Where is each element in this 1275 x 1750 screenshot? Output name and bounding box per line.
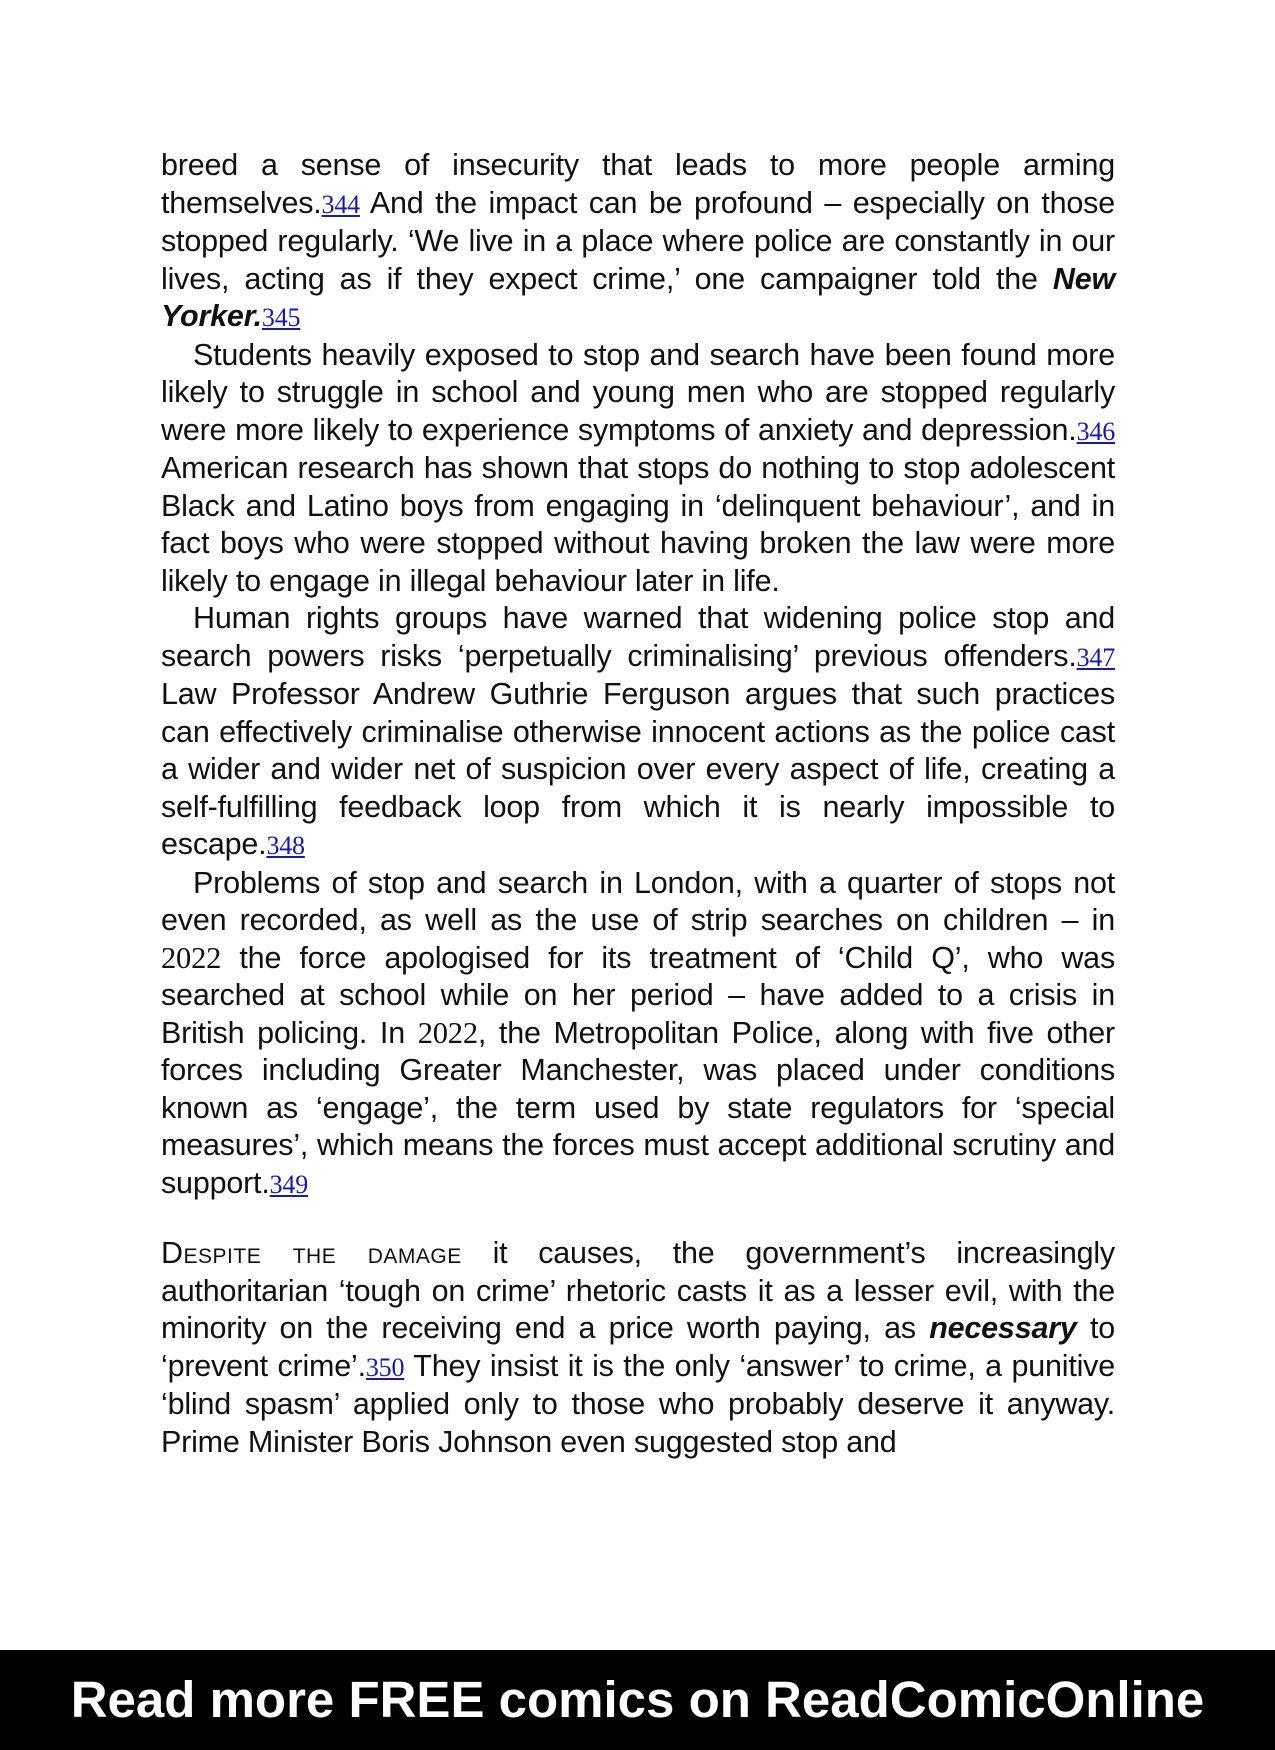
emphasis: necessary [929, 1311, 1077, 1345]
footnote-link-350[interactable]: 350 [365, 1352, 405, 1382]
footnote-link-346[interactable]: 346 [1076, 416, 1115, 446]
footnote-link-347[interactable]: 347 [1076, 642, 1115, 672]
paragraph-5 [161, 1235, 1115, 1461]
text-run: breed a sense of insecurity that leads to more people arming themselves. [161, 148, 1115, 220]
paragraph-4 [161, 865, 1115, 1204]
paragraph-1 [161, 147, 1115, 337]
text-run: , the Metropolitan Police, along with five other forces including Greater Manchester, was placed under conditions known as ‘engage’, the term used by state regulators for ‘special measures’, which means the forces must accept additional scrutiny and support. [161, 1015, 1115, 1200]
section-lead-in: Despite the damage [161, 1236, 462, 1270]
text-run: to ‘prevent crime’. [161, 1311, 1116, 1383]
paragraph-2 [161, 337, 1115, 601]
footnote-link-348[interactable]: 348 [266, 831, 305, 860]
text-run: And the impact can be profound – especially on those stopped regularly. ‘We live in a place where police are constantly in our lives, acting as if they expect crime,’ one campaigner told the [161, 185, 1115, 296]
footnote-link-349[interactable]: 349 [269, 1169, 309, 1199]
text-run: Human rights groups have warned that widening police stop and search powers risks ‘perpetually criminalising’ previous offenders. [161, 601, 1115, 673]
year: 2022 [417, 1015, 478, 1050]
page-body [161, 147, 1115, 1461]
footnote-link-345[interactable]: 345 [261, 303, 301, 332]
text-run: Students heavily exposed to stop and search have been found more likely to struggle in school and young men who are stopped regularly were more likely to experience symptoms of anxiety and depression. [161, 337, 1115, 447]
publication-title: New Yorker. [161, 261, 1115, 333]
text-run: the force apologised for its treatment of ‘Child Q’, who was searched at school while on her period – have added to a crisis in British policing. In [161, 940, 1115, 1050]
text-run: Law Professor Andrew Guthrie Ferguson argues that such practices can effectively criminalise otherwise innocent actions as the police cast a wider and wider net of suspicion over every aspect of life, creating a self-fulfilling feedback loop from which it is nearly impossible to escape. [161, 677, 1115, 861]
text-run: Problems of stop and search in London, with a quarter of stops not even recorded, as well as the use of strip searches on children – in [161, 865, 1115, 937]
footnote-link-344[interactable]: 344 [321, 189, 360, 219]
year: 2022 [161, 940, 222, 975]
promo-banner-text: Read more FREE comics on ReadComicOnline [70, 1671, 1205, 1728]
text-run: it causes, the government’s increasingly authoritarian ‘tough on crime’ rhetoric casts it as a lesser evil, with the minority on the receiving end a price worth paying, as [161, 1236, 1115, 1345]
text-run: American research has shown that stops do nothing to stop adolescent Black and Latino boys from engaging in ‘delinquent behaviour’, and in fact boys who were stopped without having broken the law were more likely to engage in illegal behaviour later in life. [161, 451, 1115, 598]
text-run: They insist it is the only ‘answer’ to crime, a punitive ‘blind spasm’ applied only to those who probably deserve it anyway. Prime Minister Boris Johnson even suggested stop and [161, 1348, 1115, 1459]
promo-banner[interactable] [0, 1650, 1275, 1750]
paragraph-3 [161, 600, 1115, 865]
